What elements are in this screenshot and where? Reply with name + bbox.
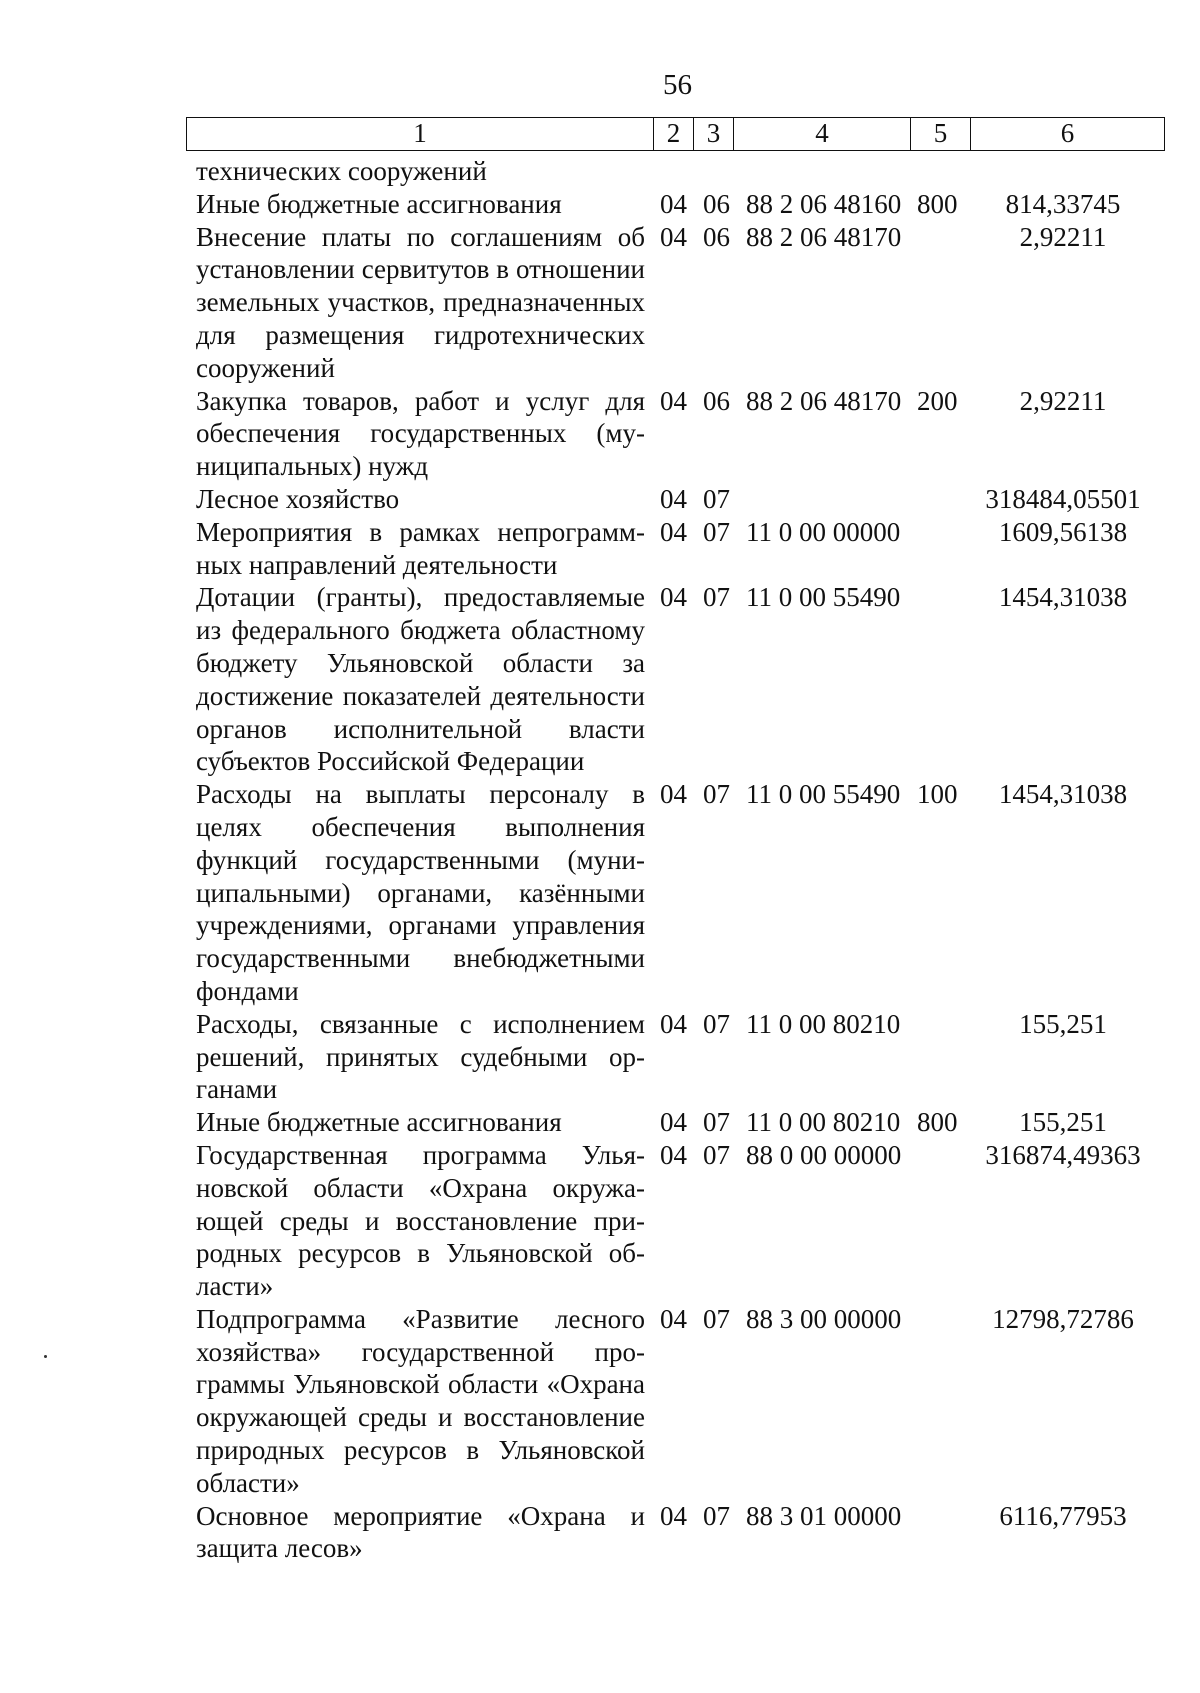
row-expense-type-code (917, 155, 972, 188)
row-subsection-code (703, 155, 746, 188)
scan-speck (44, 1355, 47, 1358)
row-amount (972, 155, 1154, 188)
row-expense-type-code (917, 1139, 972, 1303)
table-row (0, 778, 1200, 1008)
budget-table-body (0, 155, 1200, 1565)
row-subsection-code: 07 (703, 1008, 730, 1039)
row-section-code: 04 (660, 188, 687, 219)
column-header-4: 4 (734, 118, 911, 150)
row-section-code: 04 (660, 779, 687, 810)
row-section-code: 04 (660, 582, 687, 613)
table-row (0, 581, 1200, 778)
row-amount: 6116,77953 (999, 1500, 1127, 1531)
row-target-article-code: 88 2 06 48170 (746, 221, 902, 252)
row-amount: 1609,56138 (998, 516, 1128, 547)
row-target-article-code (746, 483, 917, 516)
row-expense-type-code (917, 1008, 972, 1106)
row-target-article-code: 88 0 00 00000 (746, 1139, 902, 1170)
row-amount: 814,33745 (1005, 188, 1121, 219)
row-target-article-code: 11 0 00 00000 (746, 516, 901, 547)
row-expense-type-code: 800 (917, 188, 958, 219)
page-number: 56 (663, 69, 692, 101)
row-subsection-code: 07 (703, 1303, 730, 1334)
row-target-article-code: 11 0 00 55490 (746, 582, 901, 613)
column-header-5: 5 (911, 118, 971, 150)
row-subsection-code: 07 (703, 1139, 730, 1170)
row-subsection-code: 07 (703, 516, 730, 547)
row-name: Внесение платы по соглашениям об установлении сервитутов в отношении земельных участков, предназначенных для размещения гидротехнических сооружений (196, 221, 645, 383)
row-subsection-code: 07 (703, 582, 730, 613)
row-section-code: 04 (660, 385, 687, 416)
row-name: Лесное хозяйство (196, 483, 400, 514)
row-section-code: 04 (660, 516, 687, 547)
row-name: Расходы на выплаты персоналу в целях обеспечения выполнения функций государственными (муниципальными) органами, казёнными учреждениями, органами управления государственными внебюджетными фондами (196, 779, 645, 1006)
table-row (0, 1106, 1200, 1139)
row-expense-type-code (917, 1500, 972, 1566)
row-subsection-code: 06 (703, 385, 730, 416)
row-amount: 2,92211 (1019, 221, 1107, 252)
row-amount: 12798,72786 (992, 1303, 1134, 1334)
row-name: Подпрограмма «Развитие лесного хозяйства» государственной программы Ульяновской области «Охрана окружающей среды и восстановление природных ресурсов в Ульяновской области» (196, 1303, 645, 1498)
row-target-article-code: 88 3 01 00000 (746, 1500, 902, 1531)
row-subsection-code: 07 (703, 483, 730, 514)
table-row (0, 155, 1200, 188)
table-row (0, 1303, 1200, 1500)
row-name: Мероприятия в рамках непрограммных направлений деятельности (196, 516, 645, 580)
column-header-row (186, 117, 1165, 151)
row-subsection-code: 06 (703, 221, 730, 252)
row-amount: 1454,31038 (998, 779, 1128, 810)
table-row (0, 1139, 1200, 1303)
row-expense-type-code (917, 581, 972, 778)
row-amount: 155,251 (1019, 1008, 1107, 1039)
row-section-code: 04 (660, 1139, 687, 1170)
row-section-code: 04 (660, 221, 687, 252)
row-section-code: 04 (660, 1107, 687, 1138)
row-name: Иные бюджетные ассигнования (196, 1107, 562, 1138)
table-row (0, 516, 1200, 582)
column-header-6: 6 (1060, 118, 1075, 148)
row-section-code: 04 (660, 483, 687, 514)
column-header-3: 3 (694, 118, 734, 150)
row-name: Иные бюджетные ассигнования (196, 188, 562, 219)
table-row (0, 1008, 1200, 1106)
row-target-article-code: 88 2 06 48160 (746, 188, 902, 219)
column-header-1: 1 (187, 118, 654, 150)
row-amount: 2,92211 (1019, 385, 1107, 416)
row-subsection-code: 07 (703, 779, 730, 810)
column-header-2: 2 (654, 118, 694, 150)
row-name: Расходы, связанные с исполнением решений, принятых судебными органами (196, 1008, 645, 1105)
row-expense-type-code (917, 1303, 972, 1500)
row-name: Основное мероприятие «Охрана и защита лесов» (196, 1500, 645, 1564)
table-row (0, 221, 1200, 385)
row-target-article-code: 88 2 06 48170 (746, 385, 902, 416)
row-section-code: 04 (660, 1500, 687, 1531)
row-amount: 316874,49363 (985, 1139, 1141, 1170)
row-name: технических сооружений (196, 156, 487, 186)
row-expense-type-code (917, 221, 972, 385)
row-expense-type-code: 100 (917, 779, 958, 810)
row-name: Закупка товаров, работ и услуг для обеспечения государственных (муниципальных) нужд (196, 385, 645, 482)
row-target-article-code: 11 0 00 80210 (746, 1107, 901, 1138)
row-section-code: 04 (660, 1303, 687, 1334)
row-target-article-code (746, 155, 917, 188)
row-subsection-code: 07 (703, 1500, 730, 1531)
table-row (0, 1500, 1200, 1566)
row-name: Дотации (гранты), предоставляемые из федерального бюджета областному бюджету Ульяновской области за достижение показателей деятельности органов исполнительной власти субъектов Российской Федерации (196, 582, 645, 777)
row-section-code: 04 (660, 1008, 687, 1039)
row-amount: 1454,31038 (998, 582, 1128, 613)
row-amount: 155,251 (1019, 1107, 1107, 1138)
row-subsection-code: 06 (703, 188, 730, 219)
table-row (0, 483, 1200, 516)
table-row (0, 188, 1200, 221)
row-name: Государственная программа Ульяновской области «Охрана окружающей среды и восстановление природных ресурсов в Ульяновской области» (196, 1139, 645, 1302)
row-expense-type-code: 200 (917, 385, 958, 416)
row-expense-type-code (917, 516, 972, 582)
row-target-article-code: 88 3 00 00000 (746, 1303, 902, 1334)
row-expense-type-code: 800 (917, 1107, 958, 1138)
row-amount: 318484,05501 (985, 483, 1141, 514)
row-target-article-code: 11 0 00 80210 (746, 1008, 901, 1039)
row-subsection-code: 07 (703, 1107, 730, 1138)
table-row (0, 385, 1200, 483)
row-expense-type-code (917, 483, 972, 516)
row-target-article-code: 11 0 00 55490 (746, 779, 901, 810)
row-section-code (660, 155, 703, 188)
